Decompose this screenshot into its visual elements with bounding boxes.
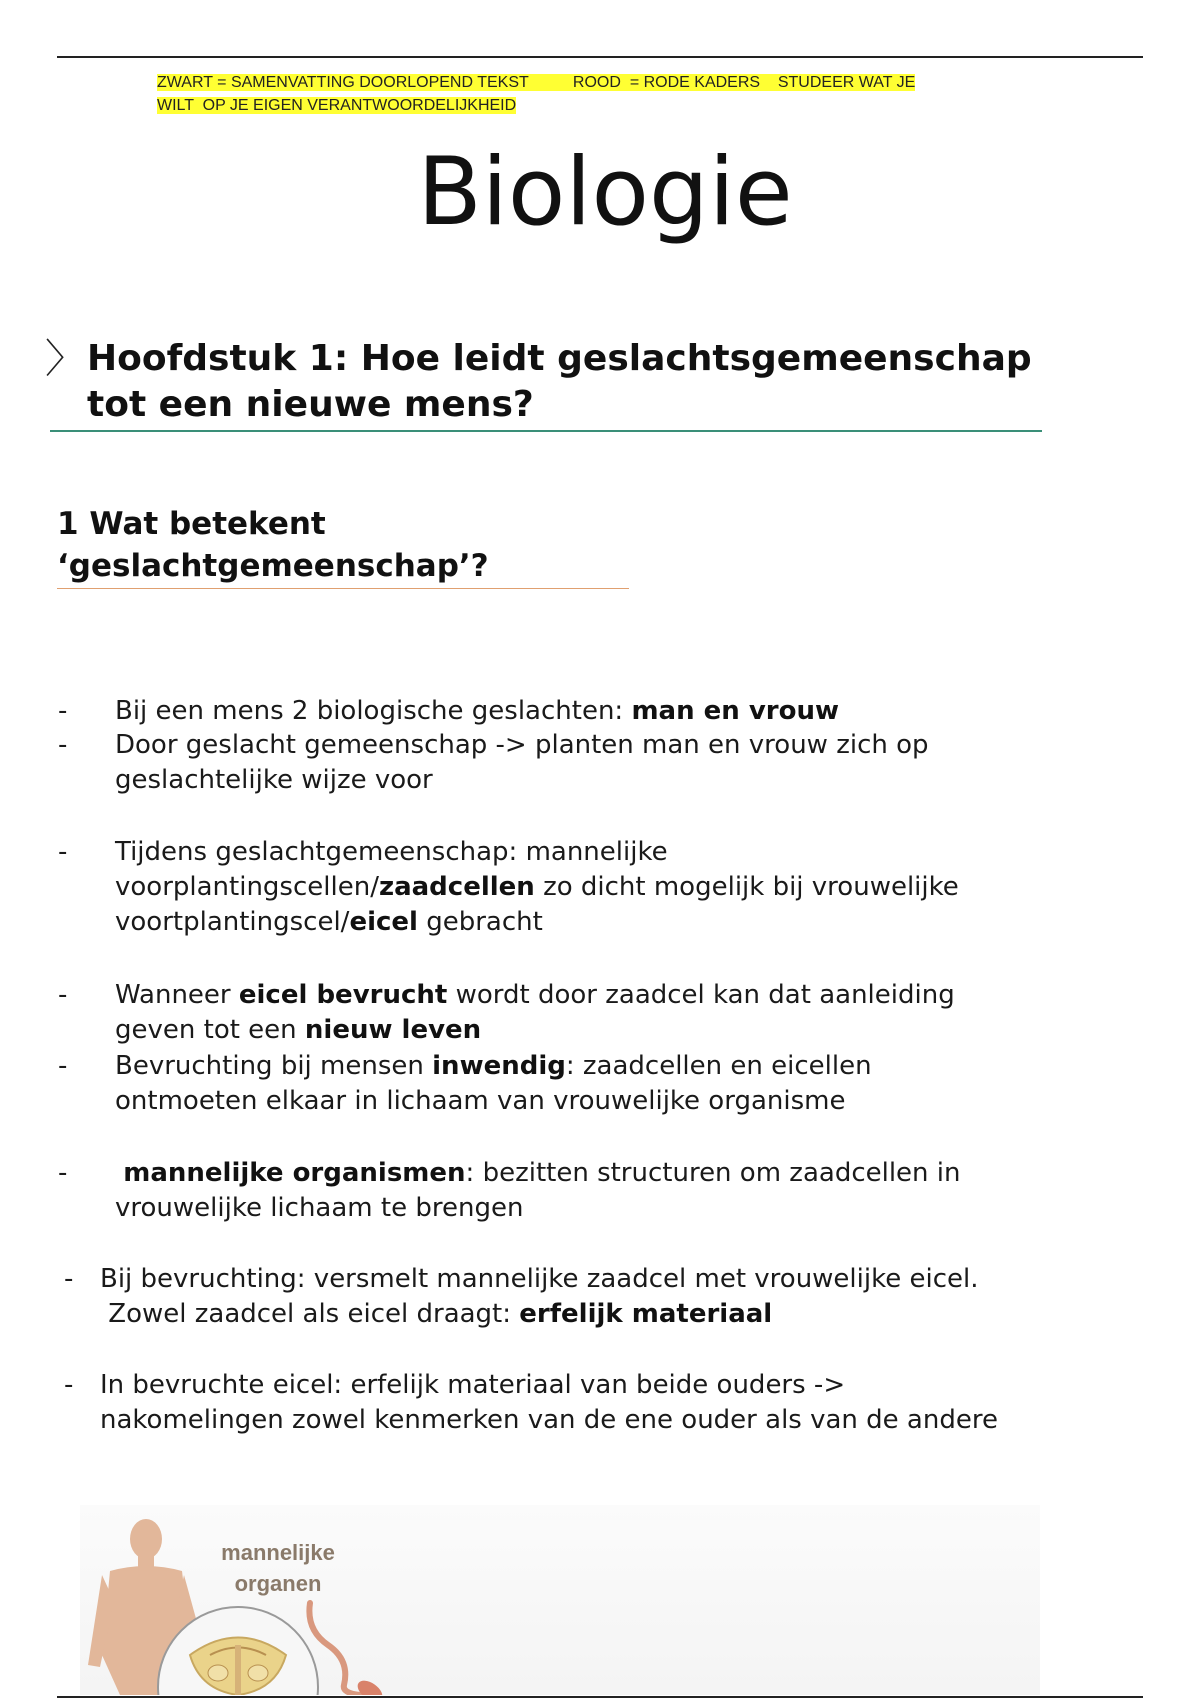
bullet-dash: - [58,730,68,760]
chapter-heading-text [87,336,1047,428]
text-run: : zaadcellen en eicellen [565,1051,872,1081]
text-line: nakomelingen zowel kenmerken van de ene ouder als van de andere [100,1405,998,1435]
note-line-1: ZWART = SAMENVATTING DOORLOPEND TEKST ROOD = RODE KADERS STUDEER WAT JE [157,74,916,91]
text-run: gebracht [417,907,543,937]
bold-run: zaadcellen [378,872,535,902]
text-run: geven tot een [115,1015,305,1045]
text-line: Door geslacht gemeenschap -> planten man en vrouw zich op [115,730,929,760]
bold-run: eicel [349,907,418,937]
chapter-heading-line-1: Hoofdstuk 1: Hoe leidt geslachtsgemeenschap [87,338,1032,379]
document-title: Biologie [417,138,793,247]
list-item-text [115,835,959,940]
bullet-dash: - [58,1158,68,1188]
figure-label-line-2: organen [234,1571,322,1596]
header-rule [57,56,1143,58]
bold-run: erfelijk materiaal [519,1299,773,1329]
bold-run: eicel bevrucht [238,980,448,1010]
bold-run: inwendig [432,1051,566,1081]
list-item-text [115,1049,872,1119]
text-run: : bezitten structuren om zaadcellen in [465,1158,961,1188]
list-item-text [115,728,929,798]
text-run: zo dicht mogelijk bij vrouwelijke [534,872,959,902]
chapter-heading-line-2: tot een nieuwe mens? [87,384,534,425]
text-run: voorplantingscellen/ [115,872,379,902]
bullet-dash: - [58,696,68,726]
section-heading-rule [57,588,629,589]
bullet-dash: - [58,980,68,1010]
bullet-dash: - [58,1051,68,1081]
list-item-text [100,1368,998,1438]
text-line: Tijdens geslachtgemeenschap: mannelijke [115,837,668,867]
text-run: Bij een mens 2 biologische geslachten: [115,696,632,726]
figure-label [198,1537,358,1599]
anatomy-illustration [80,1505,1040,1695]
list-item-text [115,694,839,729]
text-run: Bevruchting bij mensen [115,1051,433,1081]
list-item-text [115,1156,961,1226]
section-heading [57,503,657,587]
bullet-dash: - [58,837,68,867]
bullet-dash: - [64,1264,74,1294]
bullet-dash: - [64,1370,74,1400]
figure-label-line-1: mannelijke [221,1540,335,1565]
anatomy-figure [80,1505,1040,1695]
chapter-heading-rule [50,430,1042,432]
list-item-text [100,1262,979,1332]
list-item-text [115,978,955,1048]
bold-run: nieuw leven [304,1015,482,1045]
text-line: Bij bevruchting: versmelt mannelijke zaadcel met vrouwelijke eicel. [100,1264,979,1294]
sperm-cell [309,1603,386,1695]
text-run: wordt door zaadcel kan dat aanleiding [447,980,955,1010]
text-run: voortplantingscel/ [115,907,350,937]
text-line: vrouwelijke lichaam te brengen [115,1193,524,1223]
chevron-right-icon: 〉 [45,336,85,382]
note-line-2: WILT OP JE EIGEN VERANTWOORDELIJKHEID [157,97,517,114]
text-line: ontmoeten elkaar in lichaam van vrouwelijke organisme [115,1086,846,1116]
bold-run: man en vrouw [631,696,840,726]
text-line: In bevruchte eicel: erfelijk materiaal van beide ouders -> [100,1370,846,1400]
section-heading-line-1: 1 Wat betekent [57,506,326,542]
study-note [157,71,1077,117]
text-run: Wanneer [115,980,239,1010]
text-run: Zowel zaadcel als eicel draagt: [100,1299,520,1329]
bold-run: mannelijke organismen [123,1158,466,1188]
footer-rule [57,1696,1143,1698]
text-line: geslachtelijke wijze voor [115,765,433,795]
section-heading-line-2: ‘geslachtgemeenschap’? [57,548,489,584]
